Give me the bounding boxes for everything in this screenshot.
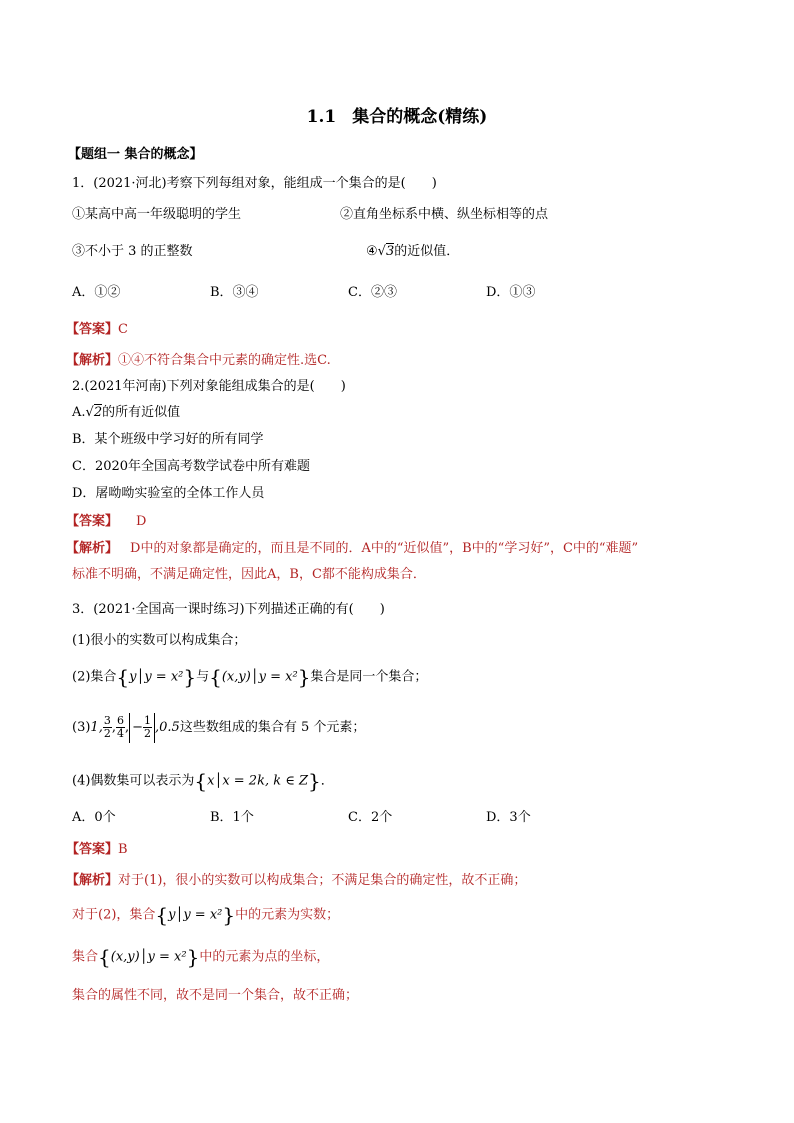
sqrt-symbol: √ [85, 405, 94, 420]
q2-answer [66, 513, 146, 531]
q1-item3: ③不小于 3 的正整数 [72, 244, 193, 259]
right-brace: } [297, 665, 311, 689]
q2-option-c: C．2020年全国高考数学试卷中所有难题 [72, 459, 311, 474]
q3-a2-suffix: 中的元素为实数； [235, 907, 340, 923]
q3-stem: 3．(2021·全国高一课时练习)下列描述正确的有( ) [72, 602, 385, 617]
q3-s2-mid: 与 [196, 669, 210, 685]
q3-s3-suffix: 这些数组成的集合有 5 个元素； [179, 720, 366, 735]
fraction-6-4: $\frac{6}{4}$ [116, 714, 124, 740]
left-brace: { [155, 903, 169, 927]
right-brace: } [186, 945, 200, 969]
q1-option-a: A．①② [72, 285, 121, 300]
q1-item4-radicand: 3 [385, 244, 395, 259]
q1-option-d: D．①③ [486, 285, 536, 300]
sqrt-symbol: √ [377, 244, 386, 259]
q3-s2-prefix: (2)集合 [72, 669, 117, 685]
q3-a3-prefix: 集合 [72, 949, 99, 965]
q3-analysis-line4: 集合的属性不同，故不是同一个集合，故不正确； [72, 988, 359, 1003]
q3-analysis-line1 [66, 872, 526, 890]
q3-option-d: D．3个 [486, 810, 531, 825]
q3-answer [66, 841, 128, 859]
q1-analysis [66, 352, 331, 370]
q2-answer-value: D [136, 514, 147, 529]
q1-item2: ②直角坐标系中横、纵坐标相等的点 [340, 207, 549, 222]
q3-analysis-tag: 【解析】 [66, 873, 119, 888]
q2-option-a-prefix: A. [72, 405, 86, 420]
left-brace: { [116, 665, 130, 689]
right-brace: } [222, 903, 236, 927]
fraction-3-2: $\frac{3}{2}$ [103, 714, 111, 740]
q1-item1: ①某高中高一年级聪明的学生 [72, 207, 242, 222]
q1-analysis-tag: 【解析】 [66, 353, 119, 368]
q3-s2-suffix: 集合是同一个集合； [310, 669, 428, 685]
q3-s4 [72, 769, 334, 793]
q2-analysis-tag: 【解析】 [66, 541, 119, 556]
group-header: 【题组一 集合的概念】 [68, 147, 203, 162]
q1-item4 [366, 243, 459, 261]
q3-s4-suffix: ． [320, 773, 334, 789]
q3-s3: (3)1, $\frac{3}{2}$ , $\frac{6}{4}$ , − $\frac{1}{2}$ ,0.5这些数组成的集合有 5 个元素； [72, 713, 365, 743]
q3-s2 [72, 665, 428, 689]
q3-option-a: A．0个 [72, 810, 116, 825]
q1-option-b: B．③④ [210, 285, 259, 300]
q3-s2-set2: (x,y)│y = x² [221, 669, 298, 685]
q3-a2-prefix: 对于(2)，集合 [72, 907, 156, 923]
q3-s1: (1)很小的实数可以构成集合； [72, 633, 247, 648]
q2-analysis-line2: 标准不明确，不满足确定性，因此A，B，C都不能构成集合． [72, 567, 426, 582]
q1-answer [66, 321, 128, 339]
q2-option-b: B．某个班级中学习好的所有同学 [72, 432, 264, 447]
q2-analysis-line1 [66, 540, 638, 558]
q1-answer-tag: 【答案】 [66, 322, 119, 337]
left-brace: { [209, 665, 222, 689]
q3-analysis-line2 [72, 903, 340, 927]
q1-option-c: C．②③ [348, 285, 397, 300]
q3-option-c: C．2个 [348, 810, 393, 825]
q3-option-b: B．1个 [210, 810, 254, 825]
q1-analysis-text: ①④不符合集合中元素的确定性.选C. [118, 353, 331, 368]
q2-option-a [72, 404, 180, 422]
q2-analysis-text1: D中的对象都是确定的，而且是不同的．A中的“近似值”，B中的“学习好”，C中的“难题” [130, 541, 639, 556]
absolute-value: − $\frac{1}{2}$ [129, 713, 155, 743]
q3-analysis-line3 [72, 945, 330, 969]
q1-item4-suffix: 的近似值． [394, 244, 460, 259]
q2-option-d: D．屠呦呦实验室的全体工作人员 [72, 486, 265, 501]
q3-s3-n1: 1, [90, 720, 103, 735]
q1-stem: 1．(2021·河北)考察下列每组对象，能组成一个集合的是( ) [72, 176, 437, 191]
q3-s4-prefix: (4)偶数集可以表示为 [72, 773, 195, 789]
q3-a3-set: (x,y)│y = x² [110, 949, 187, 965]
q2-option-a-radicand: 2 [93, 405, 103, 420]
left-brace: { [98, 945, 111, 969]
q3-answer-value: B [118, 842, 128, 857]
q3-answer-tag: 【答案】 [66, 842, 119, 857]
q3-s3-prefix: (3) [72, 720, 91, 735]
q3-a3-suffix: 中的元素为点的坐标， [199, 949, 330, 965]
page-title [0, 106, 794, 128]
right-brace: } [308, 769, 321, 793]
right-brace: } [183, 665, 197, 689]
left-brace: { [194, 769, 208, 793]
q3-s2-set1: y│y = x² [129, 669, 184, 685]
title-number: 1.1 [306, 107, 337, 127]
q2-option-a-suffix: 的所有近似值 [102, 405, 181, 420]
q3-a2-set: y│y = x² [168, 907, 223, 923]
q3-s4-set: x│x = 2k, k ∈ Z [207, 773, 309, 789]
q3-analysis-a1: 对于(1)，很小的实数可以构成集合；不满足集合的确定性，故不正确； [118, 873, 527, 888]
q2-answer-tag: 【答案】 [66, 514, 119, 529]
q1-item4-prefix: ④ [366, 244, 378, 259]
q2-stem: 2.(2021年河南)下列对象能组成集合的是( ) [72, 379, 346, 394]
q1-answer-value: C [118, 322, 128, 337]
title-text: 集合的概念(精练) [352, 107, 488, 127]
q3-s3-tail: ,0.5 [155, 720, 180, 735]
